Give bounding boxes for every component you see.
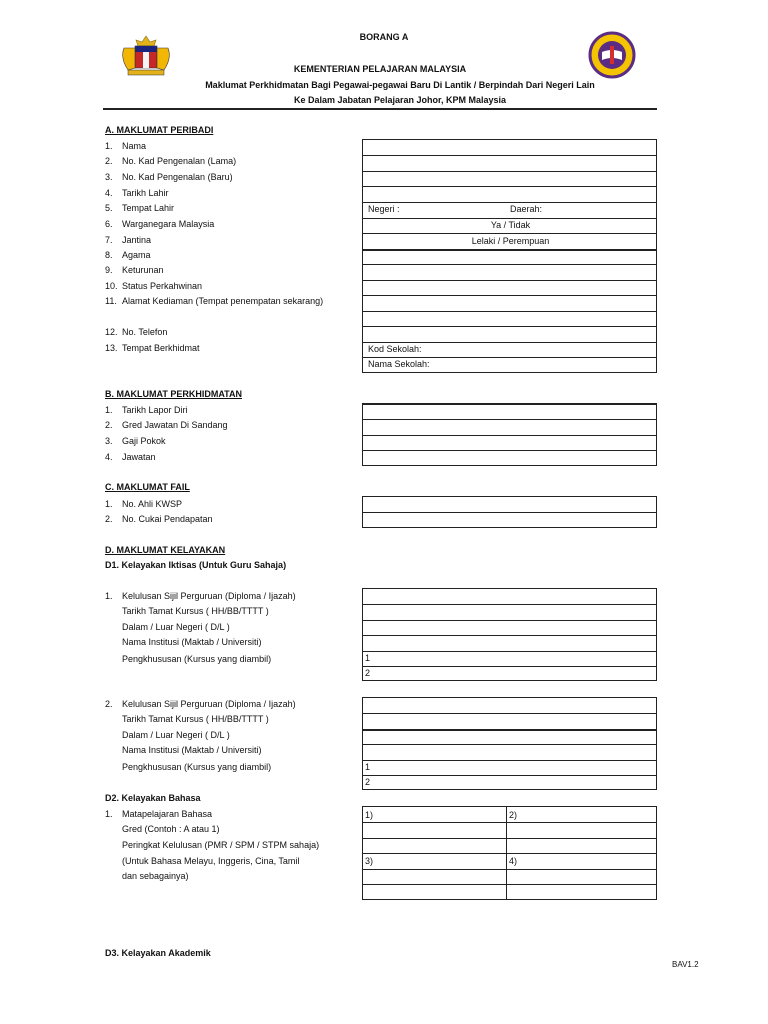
section-a-table: [362, 139, 657, 373]
ministry-title: KEMENTERIAN PELAJARAN MALAYSIA: [293, 64, 467, 74]
section-b-item-3-number: 3.: [105, 436, 113, 446]
section-b-item-4-label: Jawatan: [122, 452, 156, 462]
section-a-item-1-label: Nama: [122, 141, 147, 151]
section-b-item-1-number: 1.: [105, 405, 113, 415]
d1-group-2-option-2: 2: [365, 777, 371, 787]
d2-line-2: Gred (Contoh : A atau 1): [122, 824, 220, 834]
section-a-item-11-label: Alamat Kediaman (Tempat penempatan sekarang): [122, 296, 324, 306]
section-a-item-8-label: Agama: [122, 250, 151, 260]
section-a-item-5-label: Tempat Lahir: [122, 203, 175, 213]
d1-group-2-table: [362, 697, 657, 790]
section-a-item-11-number: 11.: [105, 296, 117, 306]
section-a-item-4-number: 4.: [105, 188, 113, 198]
d2-cell-2: 2): [509, 810, 518, 820]
section-a-item-2-number: 2.: [105, 156, 113, 166]
d1-group-2-option-1: 1: [365, 762, 371, 772]
section-a-item-4-label: Tarikh Lahir: [122, 188, 169, 198]
section-a-item-10-number: 10.: [105, 281, 118, 291]
header-divider: [103, 108, 657, 110]
d1-group-1-option-1: 1: [365, 653, 371, 663]
negeri-label: Negeri :: [368, 204, 400, 214]
section-a-item-5-number: 5.: [105, 203, 113, 213]
section-b-item-4-number: 4.: [105, 452, 113, 462]
section-a-item-1-number: 1.: [105, 141, 113, 151]
section-a-item-8-number: 8.: [105, 250, 113, 260]
section-c-item-1-number: 1.: [105, 499, 113, 509]
section-b-item-2-number: 2.: [105, 420, 113, 430]
d2-line-4: (Untuk Bahasa Melayu, Inggeris, Cina, Tamil: [122, 856, 300, 866]
gender-options: Lelaki / Perempuan: [471, 236, 550, 246]
section-a-item-12-label: No. Telefon: [122, 327, 168, 337]
d1-group-2-number: 2.: [105, 699, 113, 709]
section-a-item-7-label: Jantina: [122, 235, 152, 245]
d1-group-1-line-4: Nama Institusi (Maktab / Universiti): [122, 637, 262, 647]
d1-title: D1. Kelayakan Iktisas (Untuk Guru Sahaja): [105, 560, 287, 570]
section-a-item-9-number: 9.: [105, 265, 113, 275]
d2-title: D2. Kelayakan Bahasa: [105, 793, 201, 803]
d2-cell-1: 1): [365, 810, 374, 820]
section-a-item-13-number: 13.: [105, 343, 118, 353]
d2-line-1: Matapelajaran Bahasa: [122, 809, 213, 819]
section-a-item-2-label: No. Kad Pengenalan (Lama): [122, 156, 237, 166]
form-label: BORANG A: [359, 32, 409, 42]
section-c-item-2-number: 2.: [105, 514, 113, 524]
section-a-item-13-label: Tempat Berkhidmat: [122, 343, 200, 353]
d1-group-1-table: [362, 588, 657, 681]
d1-group-1-line-1: Kelulusan Sijil Perguruan (Diploma / Ijazah): [122, 591, 296, 601]
d1-group-2-line-3: Dalam / Luar Negeri ( D/L ): [122, 730, 230, 740]
d1-group-2-line-2: Tarikh Tamat Kursus ( HH/BB/TTTT ): [122, 714, 269, 724]
section-c-table: [362, 496, 657, 528]
section-c-title: C. MAKLUMAT FAIL: [105, 482, 190, 492]
section-d-title: D. MAKLUMAT KELAYAKAN: [105, 545, 226, 555]
section-b-item-3-label: Gaji Pokok: [122, 436, 166, 446]
section-b-table: [362, 403, 657, 466]
section-a-item-6-number: 6.: [105, 219, 113, 229]
section-b-item-1-label: Tarikh Lapor Diri: [122, 405, 188, 415]
section-b-item-2-label: Gred Jawatan Di Sandang: [122, 420, 228, 430]
d2-line-5: dan sebagainya): [122, 871, 189, 881]
section-b-title: B. MAKLUMAT PERKHIDMATAN: [105, 389, 242, 399]
d1-group-1-line-5: Pengkhususan (Kursus yang diambil): [122, 654, 272, 664]
section-a-title: A. MAKLUMAT PERIBADI: [105, 125, 214, 135]
section-a-item-3-number: 3.: [105, 172, 113, 182]
d1-group-2-line-4: Nama Institusi (Maktab / Universiti): [122, 745, 262, 755]
section-a-item-7-number: 7.: [105, 235, 113, 245]
form-version: BAV1.2: [672, 960, 699, 969]
d1-group-2-line-5: Pengkhususan (Kursus yang diambil): [122, 762, 272, 772]
d1-group-1-number: 1.: [105, 591, 113, 601]
daerah-label: Daerah:: [510, 204, 543, 214]
citizenship-options: Ya / Tidak: [490, 220, 531, 230]
section-a-item-12-number: 12.: [105, 327, 118, 337]
d1-group-2-line-1: Kelulusan Sijil Perguruan (Diploma / Ijazah): [122, 699, 296, 709]
section-c-item-2-label: No. Cukai Pendapatan: [122, 514, 213, 524]
nama-sekolah-label: Nama Sekolah:: [368, 359, 430, 369]
d1-group-1-option-2: 2: [365, 668, 371, 678]
form-subtitle-2: Ke Dalam Jabatan Pelajaran Johor, KPM Malaysia: [293, 95, 507, 105]
kod-sekolah-label: Kod Sekolah:: [368, 344, 422, 354]
d3-title: D3. Kelayakan Akademik: [105, 948, 211, 958]
d1-group-1-line-3: Dalam / Luar Negeri ( D/L ): [122, 622, 230, 632]
section-a-item-6-label: Warganegara Malaysia: [122, 219, 215, 229]
d2-cell-4: 4): [509, 856, 518, 866]
d1-group-1-line-2: Tarikh Tamat Kursus ( HH/BB/TTTT ): [122, 606, 269, 616]
section-a-item-10-label: Status Perkahwinan: [122, 281, 203, 291]
d2-line-3: Peringkat Kelulusan (PMR / SPM / STPM sahaja): [122, 840, 320, 850]
d2-cell-3: 3): [365, 856, 374, 866]
d2-number: 1.: [105, 809, 113, 819]
section-a-item-9-label: Keturunan: [122, 265, 164, 275]
section-c-item-1-label: No. Ahli KWSP: [122, 499, 183, 509]
form-subtitle-1: Maklumat Perkhidmatan Bagi Pegawai-pegawai Baru Di Lantik / Berpindah Dari Negeri Lain: [205, 80, 595, 90]
d2-language-table: [362, 806, 657, 900]
section-a-item-3-label: No. Kad Pengenalan (Baru): [122, 172, 233, 182]
